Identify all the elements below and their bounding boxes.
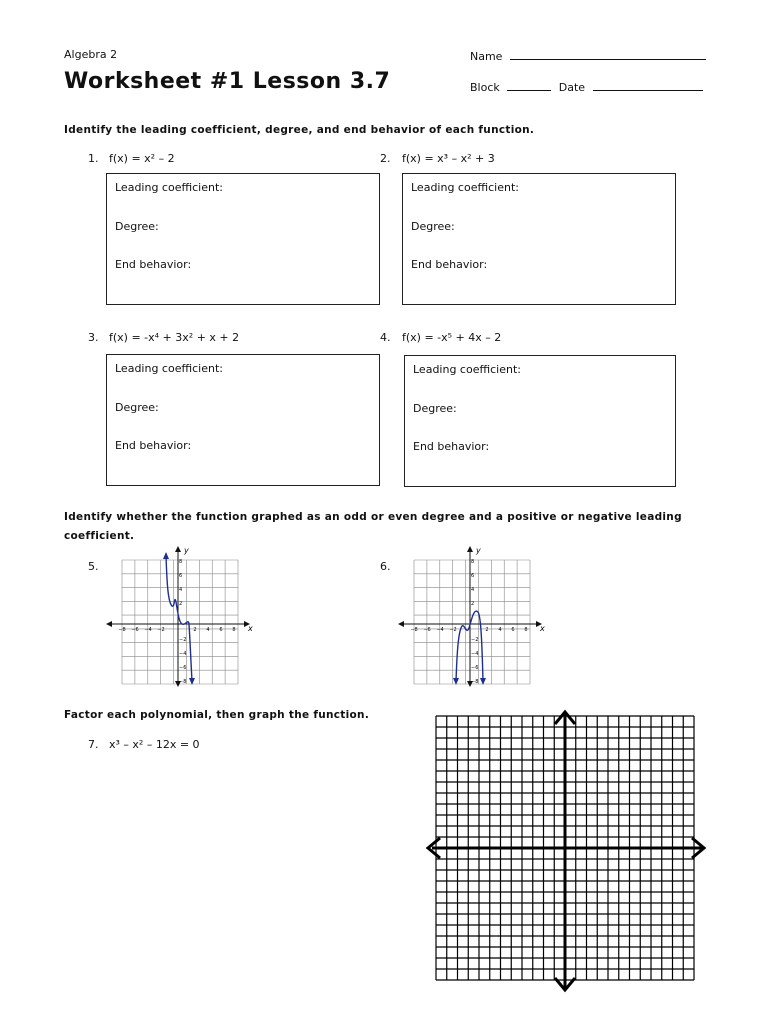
section2-instruction-line2: coefficient. <box>64 530 135 542</box>
block-date-row <box>470 79 703 94</box>
x-tick: 4 <box>206 627 210 633</box>
problem-5-number: 5. <box>88 560 99 573</box>
leading-coefficient-label: Leading coefficient: <box>115 181 223 194</box>
degree-label: Degree: <box>115 220 159 233</box>
x-tick: −6 <box>423 627 431 633</box>
x-tick: −2 <box>449 627 457 633</box>
worksheet-title: Worksheet #1 Lesson 3.7 <box>64 69 391 94</box>
y-tick: 4 <box>471 587 475 593</box>
x-tick: 2 <box>193 627 197 633</box>
problem-3-answer-box[interactable] <box>106 354 380 486</box>
x-tick: −8 <box>410 627 418 633</box>
end-behavior-label: End behavior: <box>411 258 488 271</box>
degree-label: Degree: <box>115 401 159 414</box>
y-tick: 8 <box>471 559 475 565</box>
y-tick: −8 <box>179 679 187 685</box>
x-tick: 2 <box>485 627 489 633</box>
block-label: Block <box>470 81 500 94</box>
y-tick: 4 <box>179 587 183 593</box>
y-tick: −4 <box>179 651 187 657</box>
degree-label: Degree: <box>411 220 455 233</box>
y-tick: −4 <box>471 651 479 657</box>
graph-6 <box>392 544 552 688</box>
date-line[interactable] <box>593 79 703 91</box>
y-tick: −8 <box>471 679 479 685</box>
x-tick: −4 <box>436 627 444 633</box>
section2-instruction-line1: Identify whether the function graphed as an odd or even degree and a positive or negative leading <box>64 511 682 523</box>
problem-2-number: 2. <box>380 152 391 165</box>
name-row <box>470 48 706 63</box>
x-tick: 8 <box>524 627 528 633</box>
end-behavior-label: End behavior: <box>413 440 490 453</box>
problem-4-function: f(x) = -x⁵ + 4x – 2 <box>402 331 502 344</box>
x-tick: 8 <box>232 627 236 633</box>
graph-6-y-label: y <box>476 546 481 555</box>
problem-7-number: 7. <box>88 738 99 751</box>
course-label: Algebra 2 <box>64 48 118 61</box>
graph-5-x-label: x <box>248 624 253 633</box>
section1-instruction: Identify the leading coefficient, degree, and end behavior of each function. <box>64 124 535 136</box>
graph-5-curve-arrow-up <box>163 552 169 559</box>
graph-5-x-ticks <box>118 627 235 633</box>
degree-label: Degree: <box>413 402 457 415</box>
problem-1-number: 1. <box>88 152 99 165</box>
problem-1-answer-box[interactable] <box>106 173 380 305</box>
graph-6-x-label: x <box>540 624 545 633</box>
y-tick: −6 <box>471 665 479 671</box>
graph-6-x-arrow-left <box>398 621 404 627</box>
graph-5-y-label: y <box>184 546 189 555</box>
y-tick: −2 <box>471 637 479 643</box>
graph-6-y-arrow-up <box>467 546 473 552</box>
graph-6-y-ticks <box>471 559 478 685</box>
x-tick: 6 <box>219 627 223 633</box>
name-label: Name <box>470 50 503 63</box>
problem-6-number: 6. <box>380 560 391 573</box>
problem-1-function: f(x) = x² – 2 <box>109 152 175 165</box>
problem-3-function: f(x) = -x⁴ + 3x² + x + 2 <box>109 331 240 344</box>
section3-instruction: Factor each polynomial, then graph the function. <box>64 709 370 721</box>
x-tick: 6 <box>511 627 515 633</box>
problem-2-function: f(x) = x³ – x² + 3 <box>402 152 495 165</box>
date-label: Date <box>558 81 586 94</box>
y-tick: 6 <box>179 573 183 579</box>
leading-coefficient-label: Leading coefficient: <box>115 362 223 375</box>
blank-graph-grid[interactable] <box>420 708 708 994</box>
end-behavior-label: End behavior: <box>115 439 192 452</box>
x-tick: −4 <box>144 627 152 633</box>
leading-coefficient-label: Leading coefficient: <box>411 181 519 194</box>
graph-5-x-arrow-left <box>106 621 112 627</box>
leading-coefficient-label: Leading coefficient: <box>413 363 521 376</box>
y-tick: 2 <box>179 601 183 607</box>
problem-4-answer-box[interactable] <box>404 355 676 487</box>
x-tick: 4 <box>498 627 502 633</box>
x-tick: −8 <box>118 627 126 633</box>
name-line[interactable] <box>510 48 706 60</box>
end-behavior-label: End behavior: <box>115 258 192 271</box>
y-tick: −2 <box>179 637 187 643</box>
x-tick: −2 <box>157 627 165 633</box>
graph-5 <box>100 544 260 688</box>
problem-3-number: 3. <box>88 331 99 344</box>
y-tick: 2 <box>471 601 475 607</box>
problem-7-equation: x³ – x² – 12x = 0 <box>109 738 200 751</box>
block-line[interactable] <box>507 79 551 91</box>
problem-2-answer-box[interactable] <box>402 173 676 305</box>
problem-4-number: 4. <box>380 331 391 344</box>
y-tick: 8 <box>179 559 183 565</box>
y-tick: 6 <box>471 573 475 579</box>
graph-5-y-arrow-up <box>175 546 181 552</box>
y-tick: −6 <box>179 665 187 671</box>
x-tick: −6 <box>131 627 139 633</box>
